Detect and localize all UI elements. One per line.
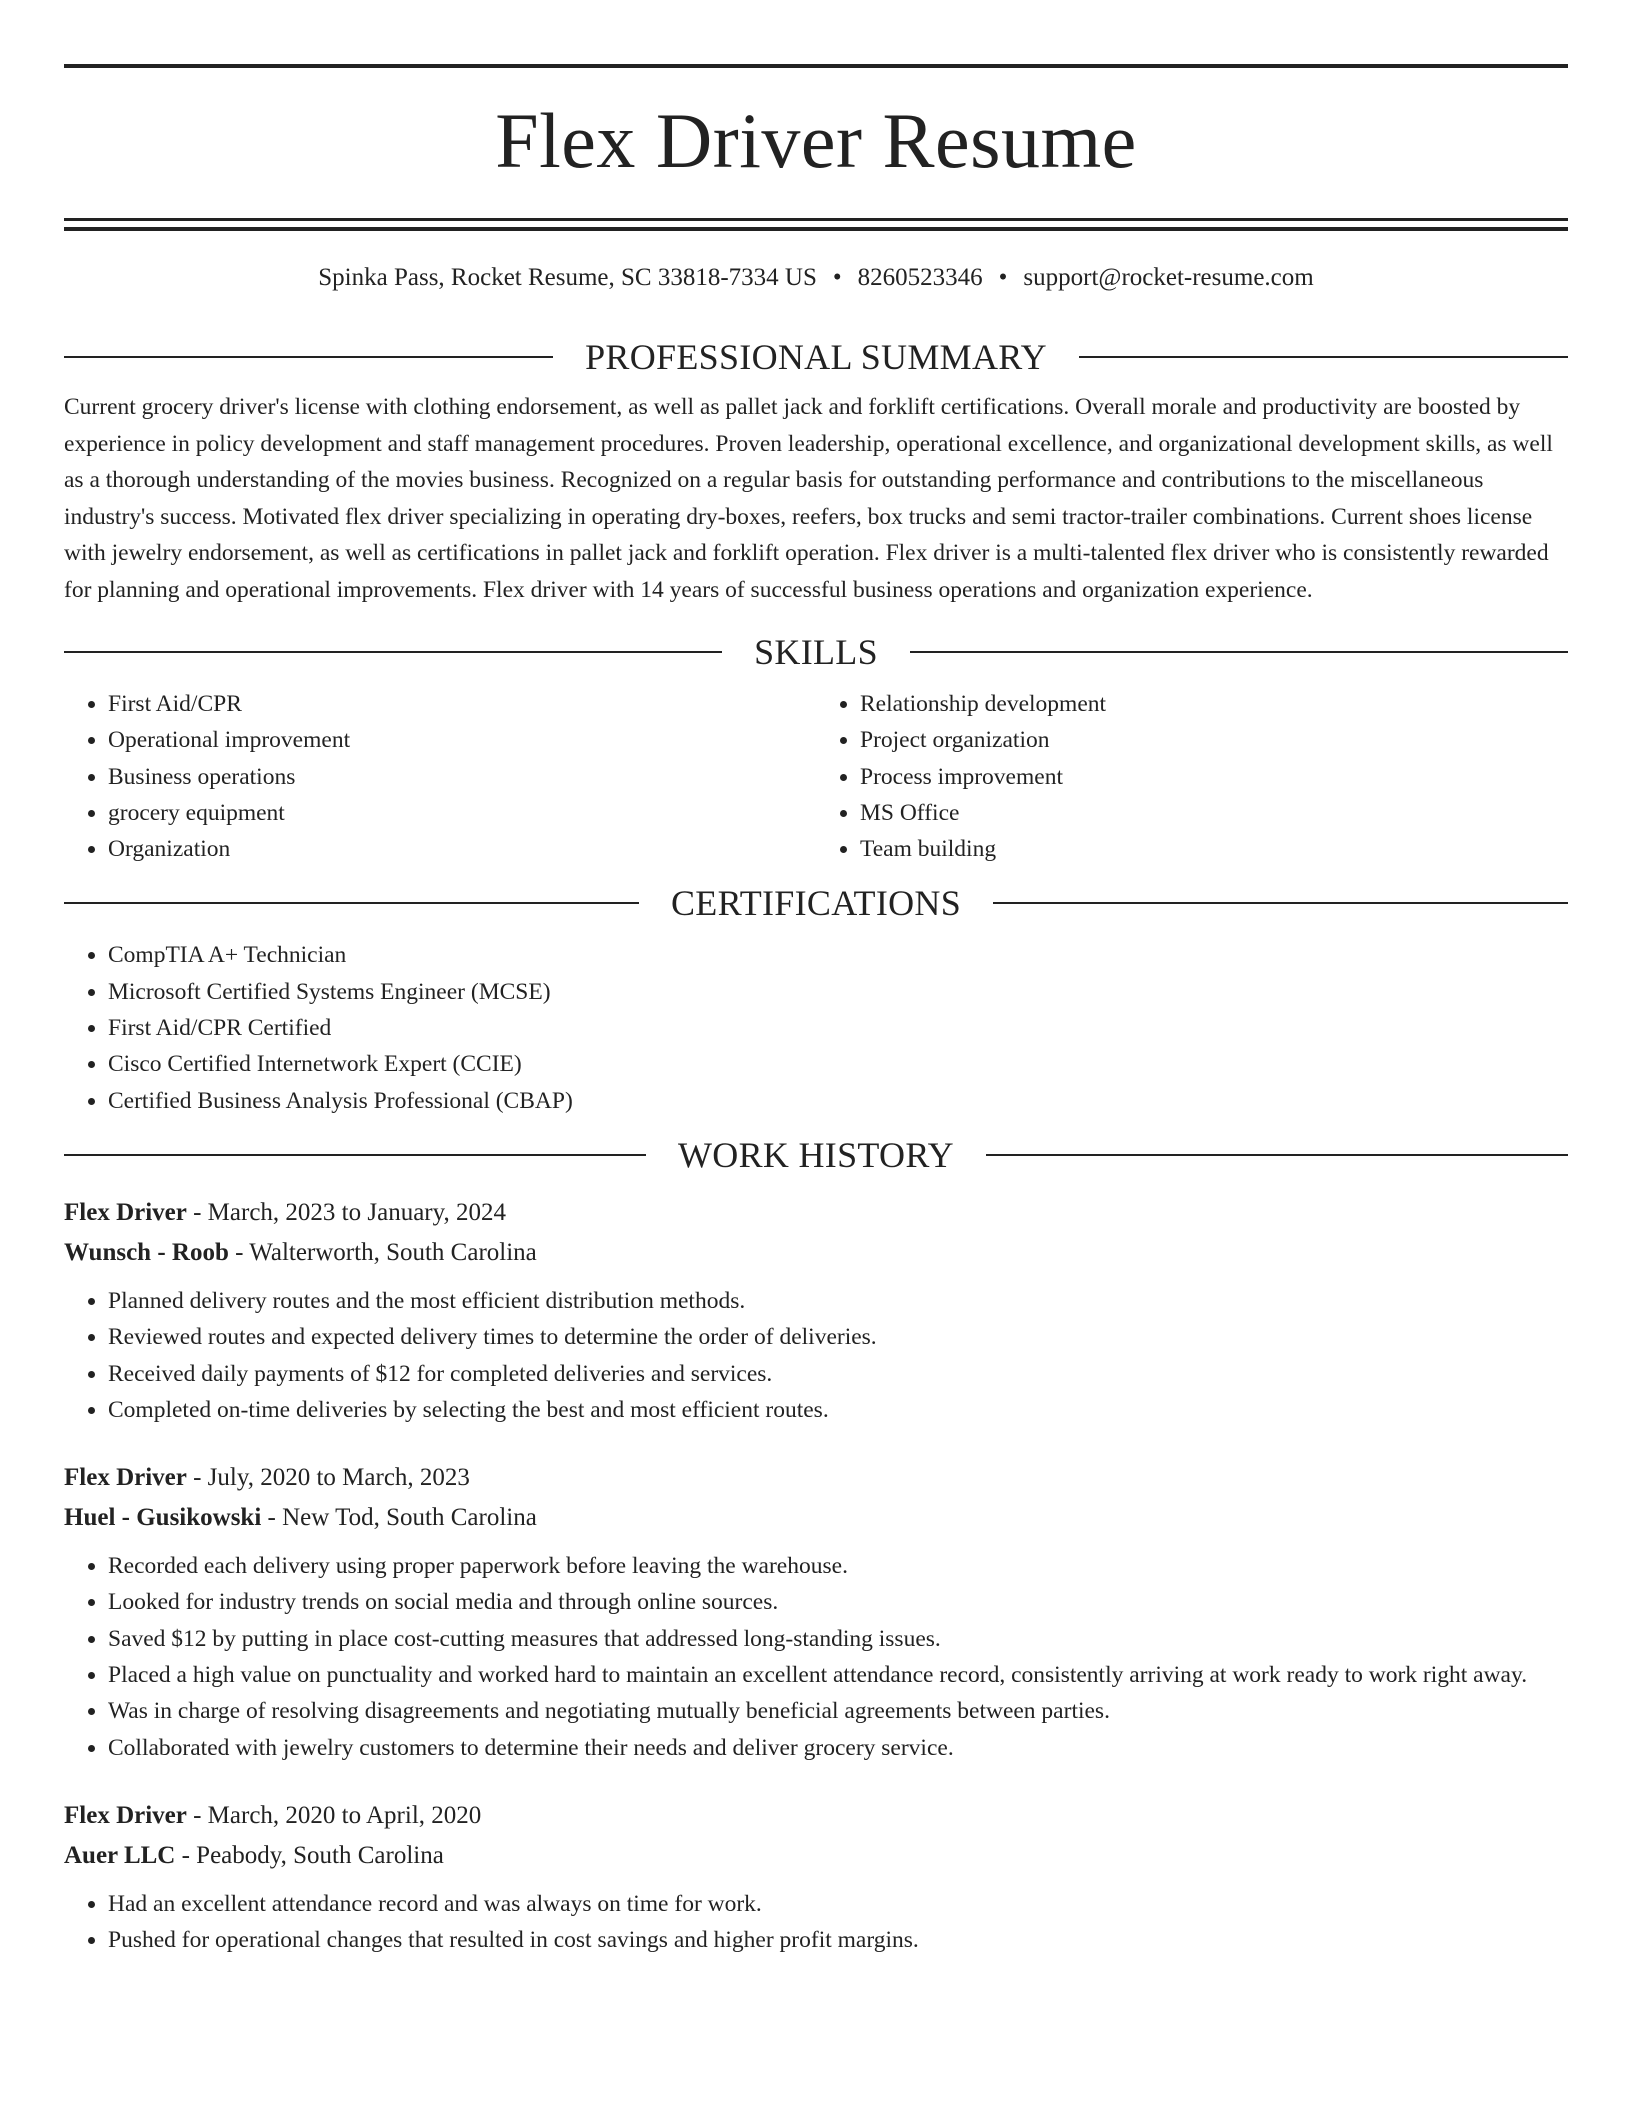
- job-bullet: • Completed on-time deliveries by selecting the best and most efficient routes.: [108, 1392, 1568, 1428]
- job-bullets: [64, 1886, 1568, 1959]
- skill-item: • grocery equipment: [108, 795, 816, 831]
- job-bullet: • Received daily payments of $12 for completed deliveries and services.: [108, 1356, 1568, 1392]
- job-bullets: [64, 1548, 1568, 1766]
- job-bullet: • Reviewed routes and expected delivery times to determine the order of deliveries.: [108, 1319, 1568, 1355]
- job-bullet: • Recorded each delivery using proper paperwork before leaving the warehouse.: [108, 1548, 1568, 1584]
- heading-rule-right: [986, 1154, 1568, 1156]
- job-entry: [64, 1796, 1568, 1959]
- job-role: Flex Driver: [64, 1801, 187, 1829]
- job-role-line: [64, 1193, 1568, 1233]
- job-role: Flex Driver: [64, 1198, 187, 1226]
- job-bullet: • Had an excellent attendance record and was always on time for work.: [108, 1886, 1568, 1922]
- resume-page: [64, 64, 1568, 1959]
- certification-item: • Certified Business Analysis Professional (CBAP): [108, 1083, 1568, 1119]
- heading-rule-right: [910, 651, 1568, 653]
- job-dates: - March, 2020 to April, 2020: [186, 1801, 482, 1829]
- skill-item: • First Aid/CPR: [108, 686, 816, 722]
- job-entry: [64, 1193, 1568, 1428]
- job-bullet: • Was in charge of resolving disagreements and negotiating mutually beneficial agreements between parties.: [108, 1693, 1568, 1729]
- skills-column-left: [64, 686, 816, 867]
- certification-item: • CompTIA A+ Technician: [108, 937, 1568, 973]
- contact-separator: •: [998, 264, 1008, 291]
- certifications-list: [64, 937, 1568, 1118]
- heading-rule-right: [1079, 356, 1568, 358]
- job-company-line: [64, 1233, 1568, 1273]
- contact-email[interactable]: support@rocket-resume.com: [1023, 264, 1314, 291]
- job-role: Flex Driver: [64, 1464, 187, 1492]
- certification-item: • Cisco Certified Internetwork Expert (CCIE): [108, 1046, 1568, 1082]
- job-location: - New Tod, South Carolina: [261, 1504, 537, 1532]
- summary-heading: [64, 335, 1568, 379]
- job-company-line: [64, 1498, 1568, 1538]
- job-bullet: • Planned delivery routes and the most efficient distribution methods.: [108, 1283, 1568, 1319]
- certifications-heading: [64, 881, 1568, 925]
- job-location: - Walterworth, South Carolina: [228, 1238, 537, 1266]
- skill-item: • Organization: [108, 831, 816, 867]
- job-entry: [64, 1458, 1568, 1766]
- contact-phone: 8260523346: [857, 264, 983, 291]
- certification-item: • First Aid/CPR Certified: [108, 1010, 1568, 1046]
- page-title: Flex Driver Resume: [495, 97, 1137, 184]
- heading-rule-left: [64, 1154, 646, 1156]
- summary-heading-label: PROFESSIONAL SUMMARY: [585, 337, 1047, 377]
- certifications-heading-label: CERTIFICATIONS: [670, 883, 962, 924]
- skill-item: • Business operations: [108, 759, 816, 795]
- skill-item: • Process improvement: [860, 759, 1568, 795]
- job-bullet: • Pushed for operational changes that resulted in cost savings and higher profit margins.: [108, 1922, 1568, 1958]
- job-location: - Peabody, South Carolina: [175, 1841, 444, 1869]
- heading-rule-left: [64, 902, 639, 904]
- heading-rule-left: [64, 651, 722, 653]
- job-bullet: • Placed a high value on punctuality and worked hard to maintain an excellent attendance record, consistently arriving at work ready to work right away.: [108, 1657, 1568, 1693]
- job-company: Huel - Gusikowski: [64, 1504, 262, 1532]
- heading-rule-left: [64, 356, 553, 358]
- title-double-rule: [64, 218, 1568, 231]
- skill-item: • Relationship development: [860, 686, 1568, 722]
- skill-item: • Team building: [860, 831, 1568, 867]
- work-history-heading-label: WORK HISTORY: [678, 1134, 954, 1175]
- job-bullet: • Collaborated with jewelry customers to determine their needs and deliver grocery service.: [108, 1730, 1568, 1766]
- job-role-line: [64, 1796, 1568, 1836]
- job-company: Auer LLC: [64, 1841, 176, 1869]
- top-rule: [64, 64, 1568, 68]
- skill-item: • MS Office: [860, 795, 1568, 831]
- certification-item: • Microsoft Certified Systems Engineer (MCSE): [108, 974, 1568, 1010]
- skill-item: • Operational improvement: [108, 722, 816, 758]
- skills-list: [64, 686, 1568, 867]
- contact-line: [64, 263, 1568, 293]
- job-dates: - March, 2023 to January, 2024: [186, 1198, 506, 1226]
- skills-heading-label: SKILLS: [754, 632, 878, 672]
- summary-text: Current grocery driver's license with clothing endorsement, as well as pallet jack and forklift certifications. Overall morale and productivity are boosted by experience in policy development and staff management procedures. Proven leadership, operational excellence, and organizational development skills, as well as a thorough understanding of the movies business. Recognized on a regular basis for outstanding performance and contributions to the miscellaneous industry's success. Motivated flex driver specializing in operating dry-boxes, reefers, box trucks and semi tractor-trailer combinations. Current shoes license with jewelry endorsement, as well as certifications in pallet jack and forklift operation. Flex driver is a multi-talented flex driver who is consistently rewarded for planning and operational improvements. Flex driver with 14 years of successful business operations and organization experience.: [64, 394, 1553, 603]
- heading-rule-right: [993, 902, 1568, 904]
- job-company: Wunsch - Roob: [64, 1238, 229, 1266]
- skill-item: • Project organization: [860, 722, 1568, 758]
- job-bullet: • Looked for industry trends on social media and through online sources.: [108, 1584, 1568, 1620]
- job-role-line: [64, 1458, 1568, 1498]
- contact-separator: •: [832, 264, 842, 291]
- job-bullet: • Saved $12 by putting in place cost-cutting measures that addressed long-standing issues.: [108, 1621, 1568, 1657]
- contact-address: Spinka Pass, Rocket Resume, SC 33818-7334 US: [318, 264, 817, 291]
- job-company-line: [64, 1836, 1568, 1876]
- job-dates: - July, 2020 to March, 2023: [186, 1464, 470, 1492]
- skills-column-right: [816, 686, 1568, 867]
- job-bullets: [64, 1283, 1568, 1428]
- work-history-heading: [64, 1133, 1568, 1177]
- skills-heading: [64, 630, 1568, 674]
